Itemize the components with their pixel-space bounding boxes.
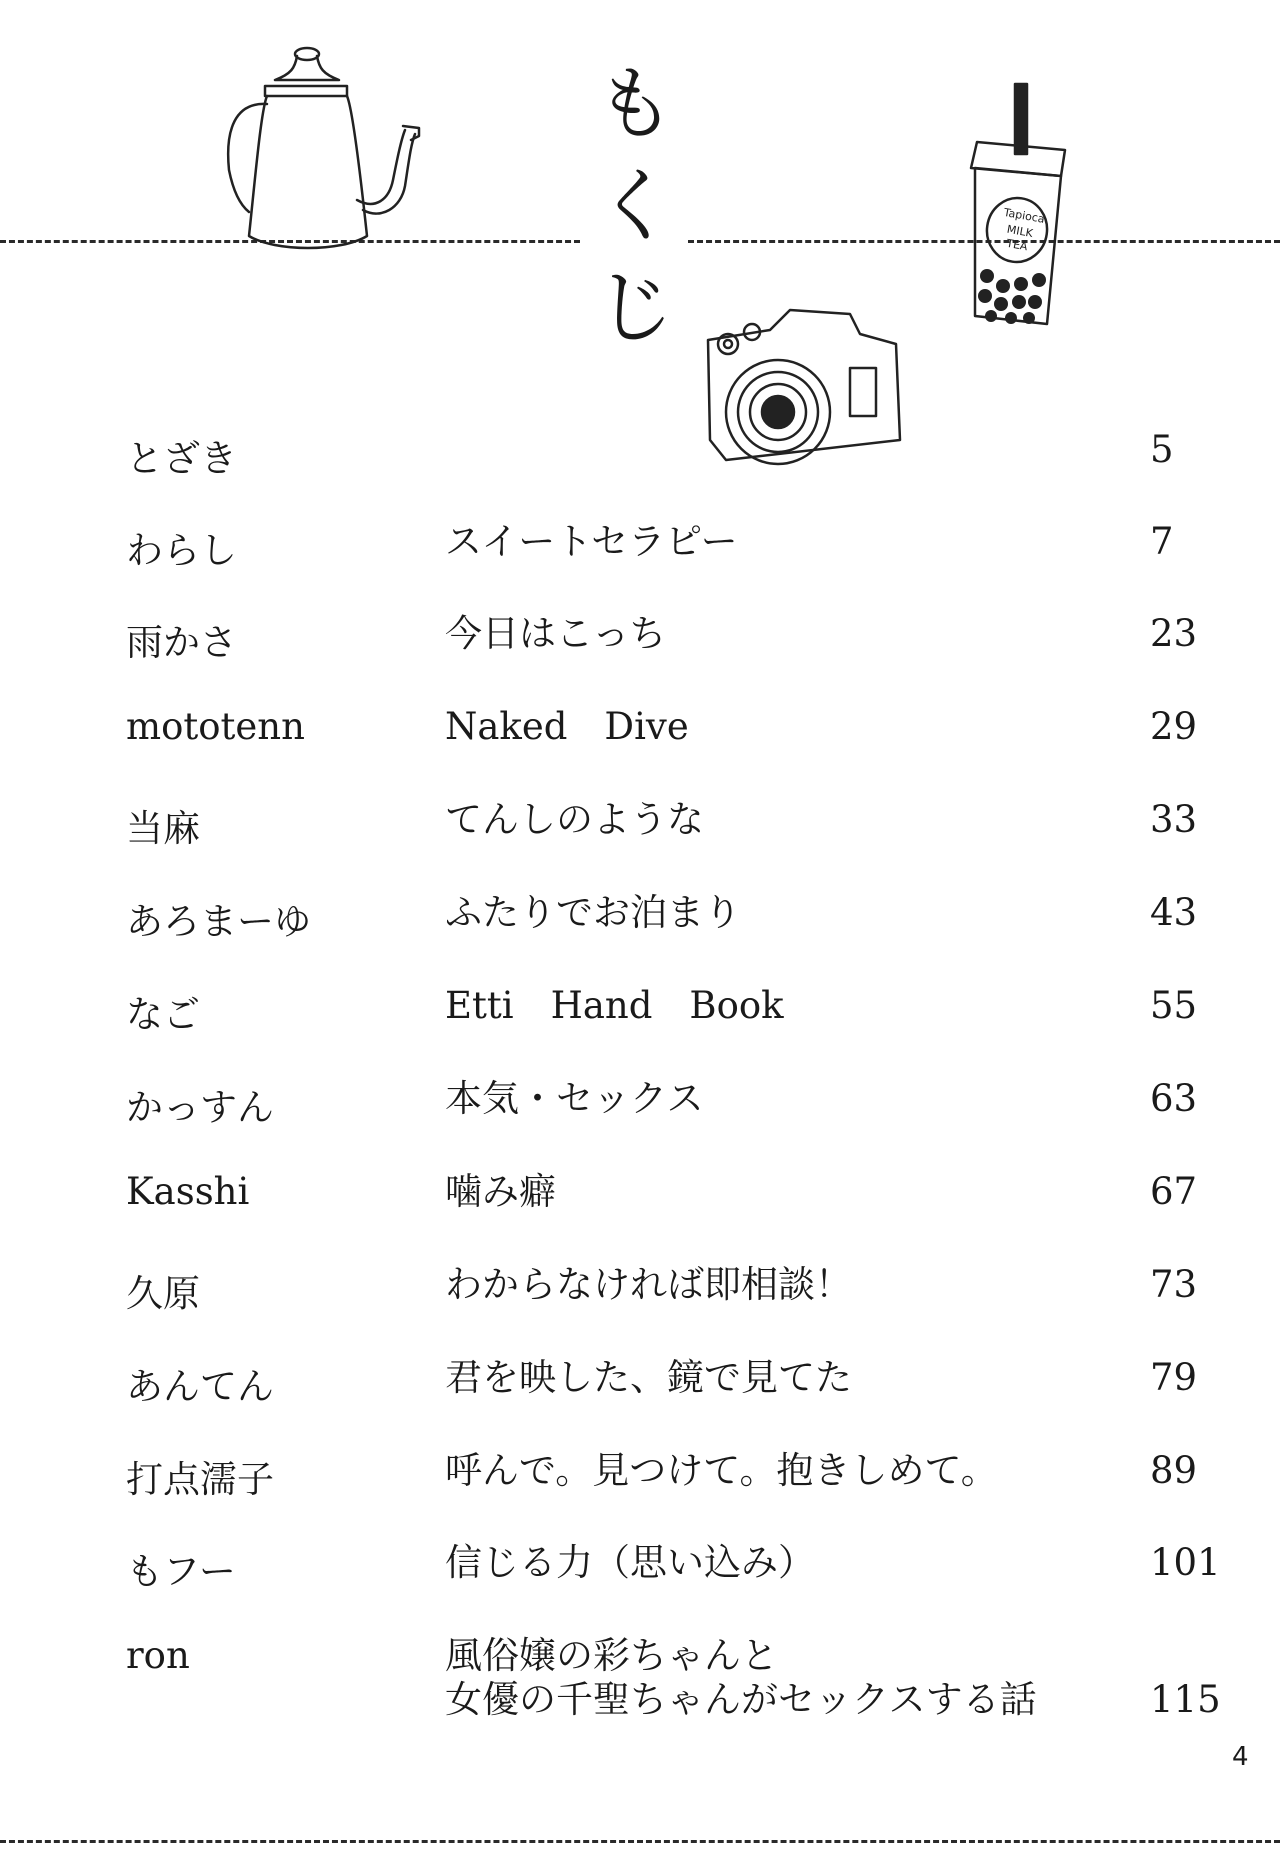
svg-text:MILK: MILK bbox=[1005, 222, 1034, 241]
toc-author: なご bbox=[126, 993, 200, 1036]
toc-author: 当麻 bbox=[126, 807, 200, 850]
toc-work: 風俗嬢の彩ちゃんと bbox=[445, 1634, 778, 1677]
toc-page: 23 bbox=[1150, 612, 1198, 655]
toc-page: 79 bbox=[1150, 1356, 1198, 1399]
svg-text:TEA: TEA bbox=[1005, 236, 1029, 254]
camera-icon bbox=[700, 300, 910, 480]
toc-page: 43 bbox=[1150, 891, 1198, 934]
toc-work: てんしのような bbox=[445, 798, 704, 841]
toc-page: 29 bbox=[1150, 705, 1198, 748]
dashed-divider-bottom bbox=[0, 1840, 1280, 1843]
page-title: もくじ bbox=[581, 60, 676, 366]
toc-work: 噛み癖 bbox=[445, 1170, 556, 1213]
toc-work: 今日はこっち bbox=[445, 612, 667, 655]
kettle-icon bbox=[215, 40, 435, 270]
toc-author: わらし bbox=[126, 529, 237, 572]
toc-page: 63 bbox=[1150, 1077, 1198, 1120]
toc-page: 33 bbox=[1150, 798, 1198, 841]
toc-author: 雨かさ bbox=[126, 621, 237, 664]
toc-page: 115 bbox=[1150, 1678, 1221, 1721]
toc-work-line2: 女優の千聖ちゃんがセックスする話 bbox=[445, 1678, 1037, 1721]
toc-work: 君を映した、鏡で見てた bbox=[445, 1356, 852, 1399]
toc-work: ふたりでお泊まり bbox=[445, 891, 741, 934]
toc-work: スイートセラピー bbox=[445, 520, 738, 563]
toc-author: Kasshi bbox=[126, 1170, 250, 1213]
toc-author: ron bbox=[126, 1634, 190, 1677]
toc-author: あんてん bbox=[126, 1365, 274, 1408]
toc-author: とざき bbox=[126, 437, 237, 480]
toc-page: 73 bbox=[1150, 1263, 1198, 1306]
toc-author: mototenn bbox=[126, 705, 305, 748]
toc-author: 打点濡子 bbox=[126, 1458, 274, 1501]
toc-author: かっすん bbox=[126, 1086, 274, 1129]
toc-work: 本気・セックス bbox=[445, 1077, 704, 1120]
toc-work: 呼んで。見つけて。抱きしめて。 bbox=[445, 1449, 998, 1492]
toc-author: 久原 bbox=[126, 1272, 200, 1315]
toc-page: 5 bbox=[1150, 428, 1174, 471]
toc-author: あろまーゆ bbox=[126, 900, 311, 943]
toc-page: 7 bbox=[1150, 520, 1174, 563]
toc-page: 55 bbox=[1150, 984, 1198, 1027]
page-number: 4 bbox=[1232, 1742, 1249, 1772]
svg-text:Tapioca: Tapioca bbox=[1002, 205, 1046, 226]
toc-author: もフー bbox=[126, 1550, 236, 1593]
toc-page: 89 bbox=[1150, 1449, 1198, 1492]
toc-work: Etti Hand Book bbox=[445, 984, 784, 1027]
toc-page: 101 bbox=[1150, 1541, 1221, 1584]
toc-work: わからなければ即相談！ bbox=[445, 1263, 852, 1306]
toc-work: 信じる力（思い込み） bbox=[445, 1541, 815, 1584]
toc-work: Naked Dive bbox=[445, 705, 689, 748]
milk-tea-icon bbox=[935, 80, 1085, 330]
toc-page: 67 bbox=[1150, 1170, 1198, 1213]
